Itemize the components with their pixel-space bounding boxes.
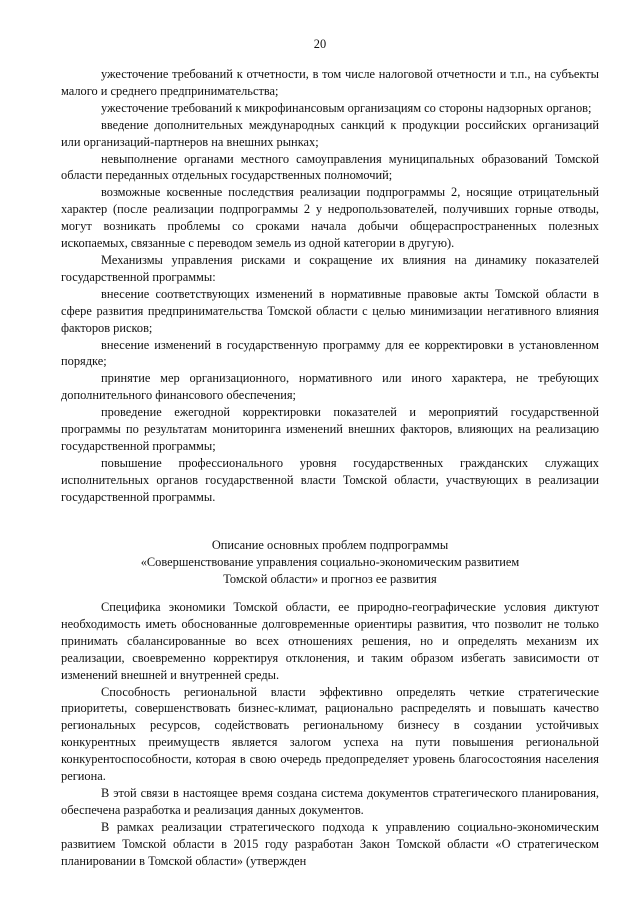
body-paragraph: В этой связи в настоящее время создана система документов стратегического планирования, обеспечена разработка и реализация данных документов. [61, 785, 599, 817]
section-heading [61, 537, 599, 588]
list-paragraph: проведение ежегодной корректировки показателей и мероприятий государственной программы по результатам мониторинга изменений внешних факторов, влияющих на реализацию государственной программы; [61, 405, 599, 453]
list-paragraph: внесение изменений в государственную программу для ее корректировки в установленном порядке; [61, 337, 599, 369]
section-heading-line: «Совершенствование управления социально-экономическим развитием [140, 555, 520, 569]
list-paragraph: невыполнение органами местного самоуправления муниципальных образований Томской области переданных отдельных государственных полномочий; [61, 151, 599, 183]
page-number: 20 [313, 37, 327, 51]
section-heading-line: Описание основных проблем подпрограммы [211, 538, 449, 552]
list-paragraph: возможные косвенные последствия реализации подпрограммы 2, носящие отрицательный характер (после реализации подпрограммы 2 у недропользователей, получивших горные отводы, могут возникать проблемы со сроками начала добычи общераспространенных полезных ископаемых, связанные с переводом земель из одной категории в другую). [61, 185, 599, 251]
body-paragraph: Способность региональной власти эффективно определять четкие стратегические приоритеты, совершенствовать бизнес-климат, рационально распределять и повышать качество региональных ресурсов, содействовать региональному бизнесу в создании устойчивых конкурентных преимуществ является залогом успеха на пути повышения региональной конкурентоспособности, которая в свою очередь предопределяет уровень благосостояния населения региона. [61, 684, 599, 784]
list-paragraph: Механизмы управления рисками и сокращение их влияния на динамику показателей государственной программы: [61, 252, 599, 284]
section-body [61, 599, 599, 870]
list-paragraph: принятие мер организационного, нормативного или иного характера, не требующих дополнительного финансового обеспечения; [61, 371, 599, 403]
list-paragraph: ужесточение требований к отчетности, в том числе налоговой отчетности и т.п., на субъекты малого и среднего предпринимательства; [61, 67, 599, 98]
risk-measures-list [61, 66, 599, 506]
list-paragraph: введение дополнительных международных санкций к продукции российских организаций или организаций-партнеров на внешних рынках; [61, 117, 599, 149]
body-paragraph: Специфика экономики Томской области, ее природно-географические условия диктуют необходимость иметь обоснованные долговременные ориентиры развития, что позволит не только принимать сбалансированные во всех отношениях решения, но и определять механизм их реализации, своевременно корректируя отклонения, и таким образом избегать зависимости от изменений внешней и внутренней среды. [61, 600, 599, 682]
section-heading-line: Томской области» и прогноз ее развития [223, 572, 437, 586]
body-paragraph: В рамках реализации стратегического подхода к управлению социально-экономическим развитием Томской области в 2015 году разработан Закон Томской области «О стратегическом планировании в Томской области» (утвержден [61, 819, 599, 868]
list-paragraph: повышение профессионального уровня государственных гражданских служащих исполнительных органов государственной власти Томской области, участвующих в реализации государственной программы. [61, 455, 599, 504]
list-paragraph: ужесточение требований к микрофинансовым организациям со стороны надзорных органов; [101, 100, 592, 115]
list-paragraph: внесение соответствующих изменений в нормативные правовые акты Томской области в сфере развития предпринимательства Томской области с целью минимизации негативного влияния факторов рисков; [61, 286, 599, 335]
